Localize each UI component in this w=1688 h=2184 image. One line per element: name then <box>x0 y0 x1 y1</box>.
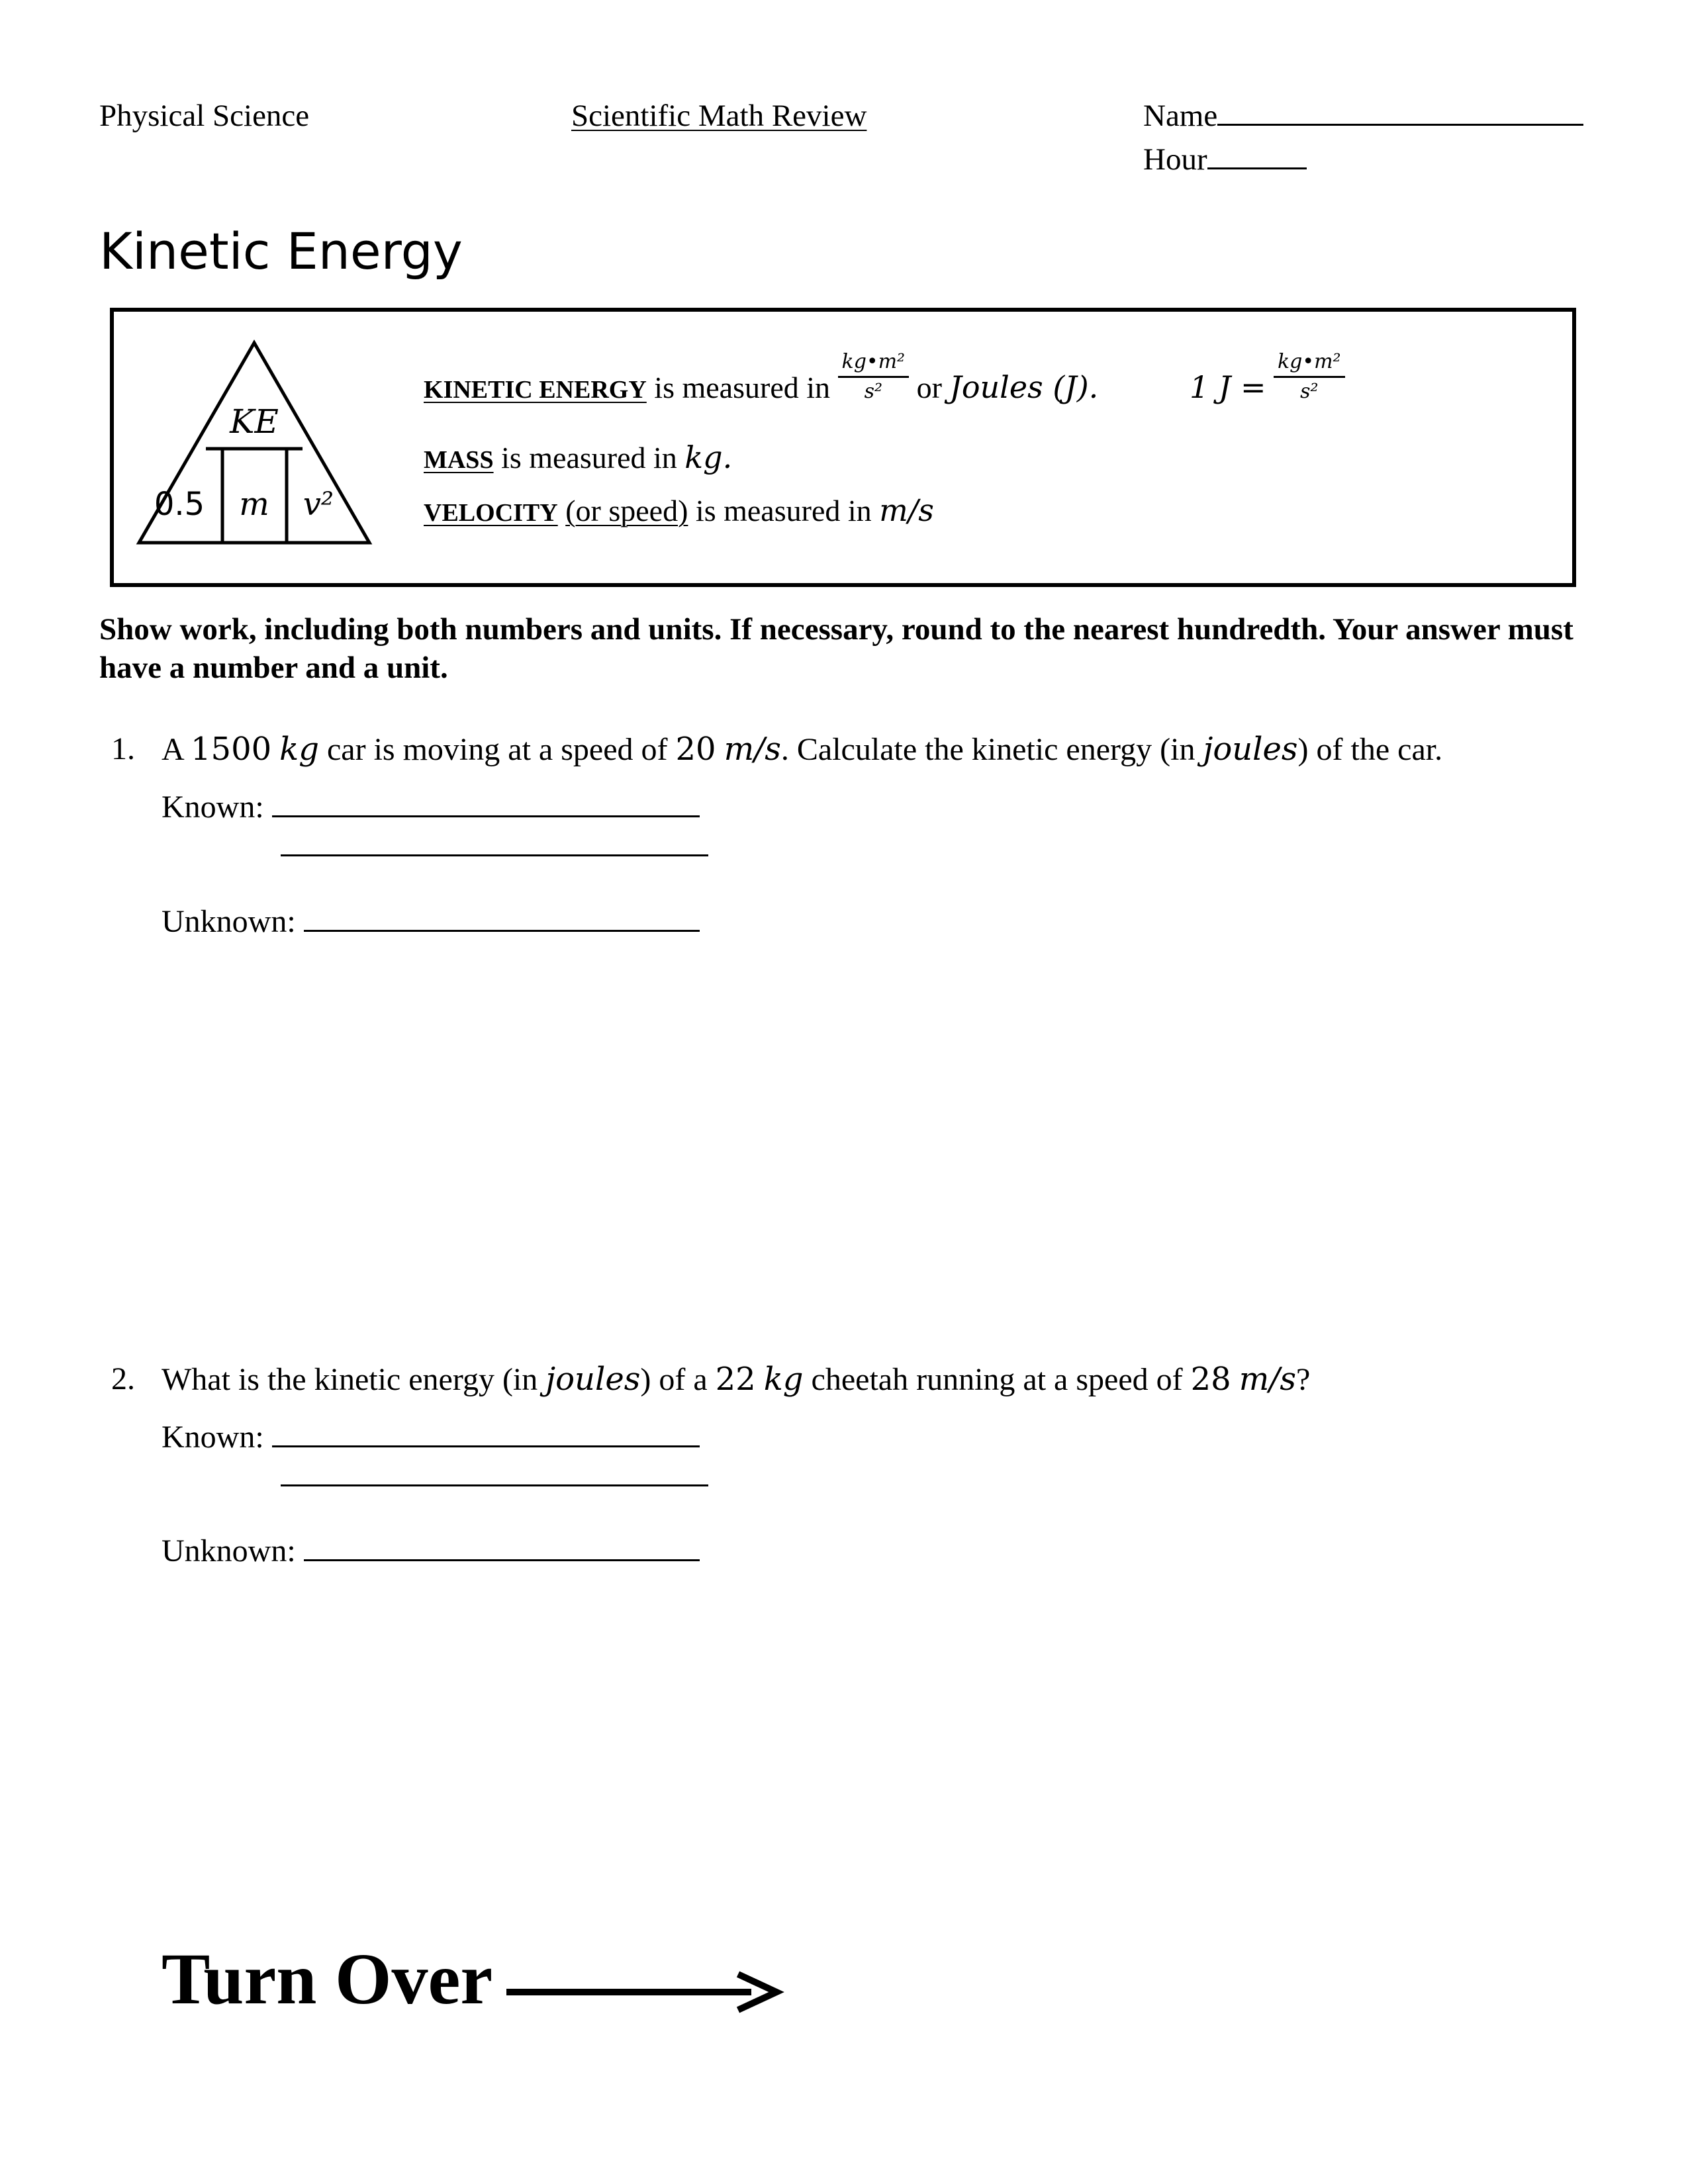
question-2-known[interactable] <box>162 1422 700 1453</box>
mass-text: is measured in <box>501 441 677 475</box>
unknown-blank[interactable] <box>304 930 700 932</box>
right-arrow-icon <box>506 1969 784 2015</box>
ke-unit-numerator: kg•m² <box>838 352 910 378</box>
hour-label: Hour <box>1143 142 1207 177</box>
question-1 <box>111 733 135 765</box>
question-2-unknown[interactable] <box>162 1535 700 1567</box>
joule-fraction <box>1274 349 1345 403</box>
name-label: Name <box>1143 99 1218 133</box>
question-number: 1. <box>111 731 135 766</box>
question-number: 2. <box>111 1361 135 1396</box>
ke-label: KINETIC ENERGY <box>424 376 647 404</box>
ke-unit-fraction <box>838 349 910 403</box>
hour-field[interactable] <box>1143 144 1307 175</box>
known-blank[interactable] <box>272 815 700 817</box>
ke-joules: Joules (J). <box>949 369 1099 405</box>
velocity-paren: (or speed) <box>565 494 688 527</box>
instructions: Show work, including both numbers and units. If necessary, round to the nearest hundredth. Your answer must have a number and a unit. <box>99 612 1573 685</box>
mass-unit: kg. <box>684 439 733 475</box>
name-field[interactable] <box>1143 101 1583 132</box>
question-2 <box>111 1363 135 1395</box>
ke-formula-triangle <box>134 335 379 547</box>
question-1-unknown[interactable] <box>162 906 700 938</box>
velocity-label: VELOCITY <box>424 499 558 527</box>
velocity-unit: m/s <box>879 492 934 528</box>
triangle-velocity-squared: v² <box>303 486 334 523</box>
unknown-label: Unknown: <box>162 904 296 939</box>
ke-definition <box>424 349 1099 405</box>
joule-lhs: 1 J = <box>1190 369 1266 405</box>
velocity-text: is measured in <box>695 494 872 527</box>
question-2-text: What is the kinetic energy (in joules) of a 22 kg cheetah running at a speed of 28 m/s? <box>162 1361 1311 1398</box>
name-blank[interactable] <box>1217 124 1583 126</box>
joule-numerator: kg•m² <box>1274 352 1345 378</box>
triangle-ke: KE <box>230 402 279 441</box>
unknown-label: Unknown: <box>162 1533 296 1569</box>
mass-definition <box>424 439 733 475</box>
ke-or: or <box>916 371 942 404</box>
worksheet-title: Scientific Math Review <box>571 99 867 133</box>
triangle-half: 0.5 <box>154 486 205 523</box>
unknown-blank[interactable] <box>304 1559 700 1561</box>
triangle-mass: m <box>239 486 269 523</box>
mass-label: MASS <box>424 446 494 474</box>
known-blank-2[interactable] <box>281 854 708 856</box>
ke-text: is measured in <box>654 371 831 404</box>
known-blank[interactable] <box>272 1445 700 1447</box>
ke-unit-denominator: s² <box>864 379 882 403</box>
question-1-text: A 1500 kg car is moving at a speed of 20 m/s. Calculate the kinetic energy (in joules) of the car. <box>162 731 1443 768</box>
course-name: Physical Science <box>99 99 310 133</box>
known-label: Known: <box>162 790 264 825</box>
joule-equation <box>1190 349 1345 405</box>
joule-denominator: s² <box>1300 379 1319 403</box>
page-title: Kinetic Energy <box>99 222 463 281</box>
turn-over-label: Turn Over <box>162 1938 493 2019</box>
velocity-definition <box>424 492 934 528</box>
question-1-known[interactable] <box>162 792 700 823</box>
known-label: Known: <box>162 1420 264 1455</box>
known-blank-2[interactable] <box>281 1484 708 1486</box>
hour-blank[interactable] <box>1207 167 1307 169</box>
